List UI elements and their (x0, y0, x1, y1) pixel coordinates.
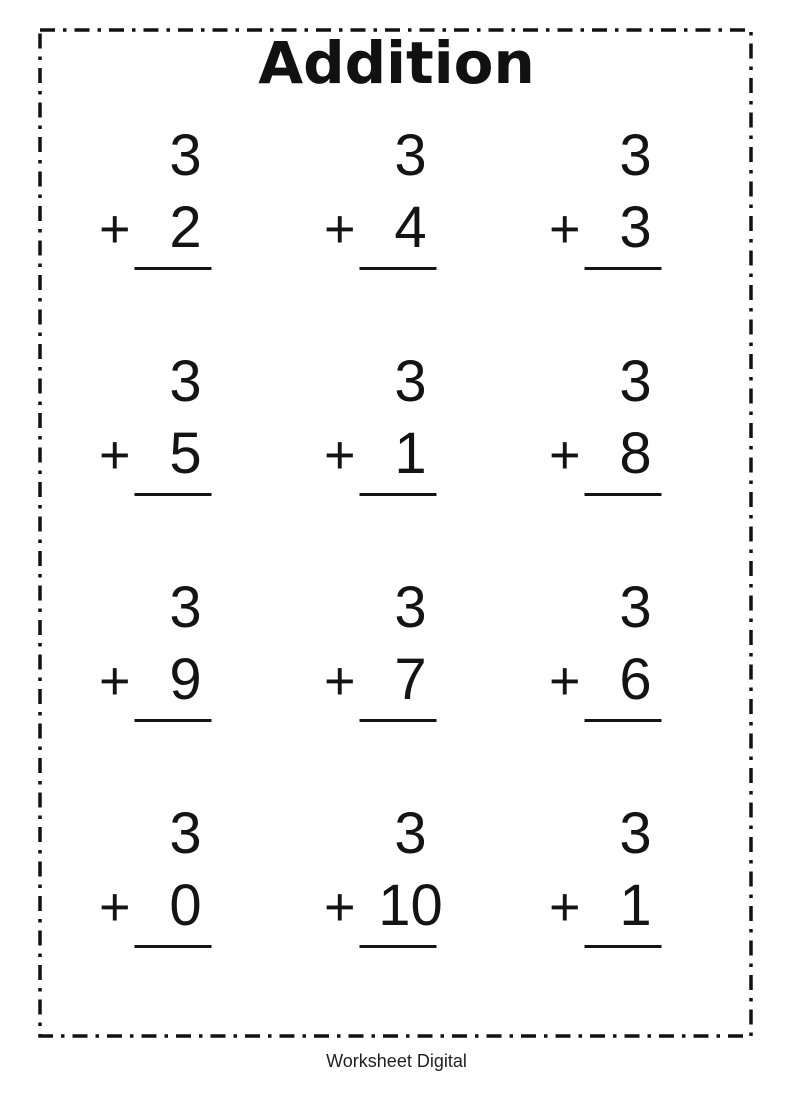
operator-row (298, 873, 523, 938)
bottom-operand: 8 (619, 421, 652, 486)
plus-operator: + (549, 877, 581, 937)
addition-problem-4 (73, 349, 298, 579)
answer-blank-line (359, 719, 436, 722)
operator-row (73, 421, 298, 486)
bottom-operand: 4 (394, 195, 427, 260)
plus-operator: + (324, 425, 356, 485)
operator-row (523, 195, 748, 260)
plus-operator: + (99, 877, 131, 937)
bottom-operand: 5 (169, 421, 202, 486)
plus-operator: + (99, 425, 131, 485)
top-operand: 3 (619, 123, 652, 188)
plus-operator: + (324, 199, 356, 259)
top-operand: 3 (394, 801, 427, 866)
plus-operator: + (99, 199, 131, 259)
top-operand: 3 (169, 349, 202, 414)
plus-operator: + (549, 425, 581, 485)
addition-problem-9 (523, 575, 748, 805)
answer-blank-line (134, 493, 211, 496)
top-operand: 3 (169, 801, 202, 866)
answer-blank-line (359, 267, 436, 270)
bottom-operand: 6 (619, 647, 652, 712)
answer-blank-line (134, 719, 211, 722)
answer-blank-line (584, 267, 661, 270)
top-operand: 3 (619, 801, 652, 866)
addition-problem-1 (73, 123, 298, 353)
plus-operator: + (324, 877, 356, 937)
operator-row (523, 873, 748, 938)
top-operand: 3 (169, 575, 202, 640)
top-operand: 3 (394, 349, 427, 414)
operator-row (73, 647, 298, 712)
addition-problem-2 (298, 123, 523, 353)
operator-row (298, 195, 523, 260)
top-operand: 3 (394, 123, 427, 188)
bottom-operand: 1 (619, 873, 652, 938)
bottom-operand: 9 (169, 647, 202, 712)
top-operand: 3 (394, 575, 427, 640)
addition-problem-10 (73, 801, 298, 1031)
plus-operator: + (324, 651, 356, 711)
plus-operator: + (99, 651, 131, 711)
answer-blank-line (584, 493, 661, 496)
addition-problem-11 (298, 801, 523, 1031)
addition-problem-3 (523, 123, 748, 353)
addition-problem-12 (523, 801, 748, 1031)
operator-row (298, 647, 523, 712)
addition-problem-8 (298, 575, 523, 805)
bottom-operand: 10 (378, 873, 443, 938)
footer-brand-text: Worksheet Digital (326, 1051, 467, 1071)
page-title: Addition (258, 29, 535, 97)
answer-blank-line (359, 945, 436, 948)
problems-grid (73, 123, 748, 1031)
operator-row (523, 421, 748, 486)
bottom-operand: 1 (394, 421, 427, 486)
bottom-operand: 0 (169, 873, 202, 938)
bottom-operand: 7 (394, 647, 427, 712)
answer-blank-line (134, 945, 211, 948)
top-operand: 3 (169, 123, 202, 188)
bottom-operand: 3 (619, 195, 652, 260)
answer-blank-line (359, 493, 436, 496)
addition-problem-7 (73, 575, 298, 805)
operator-row (523, 647, 748, 712)
top-operand: 3 (619, 575, 652, 640)
addition-problem-5 (298, 349, 523, 579)
operator-row (73, 873, 298, 938)
operator-row (73, 195, 298, 260)
operator-row (298, 421, 523, 486)
answer-blank-line (134, 267, 211, 270)
plus-operator: + (549, 199, 581, 259)
answer-blank-line (584, 945, 661, 948)
bottom-operand: 2 (169, 195, 202, 260)
plus-operator: + (549, 651, 581, 711)
addition-problem-6 (523, 349, 748, 579)
answer-blank-line (584, 719, 661, 722)
top-operand: 3 (619, 349, 652, 414)
